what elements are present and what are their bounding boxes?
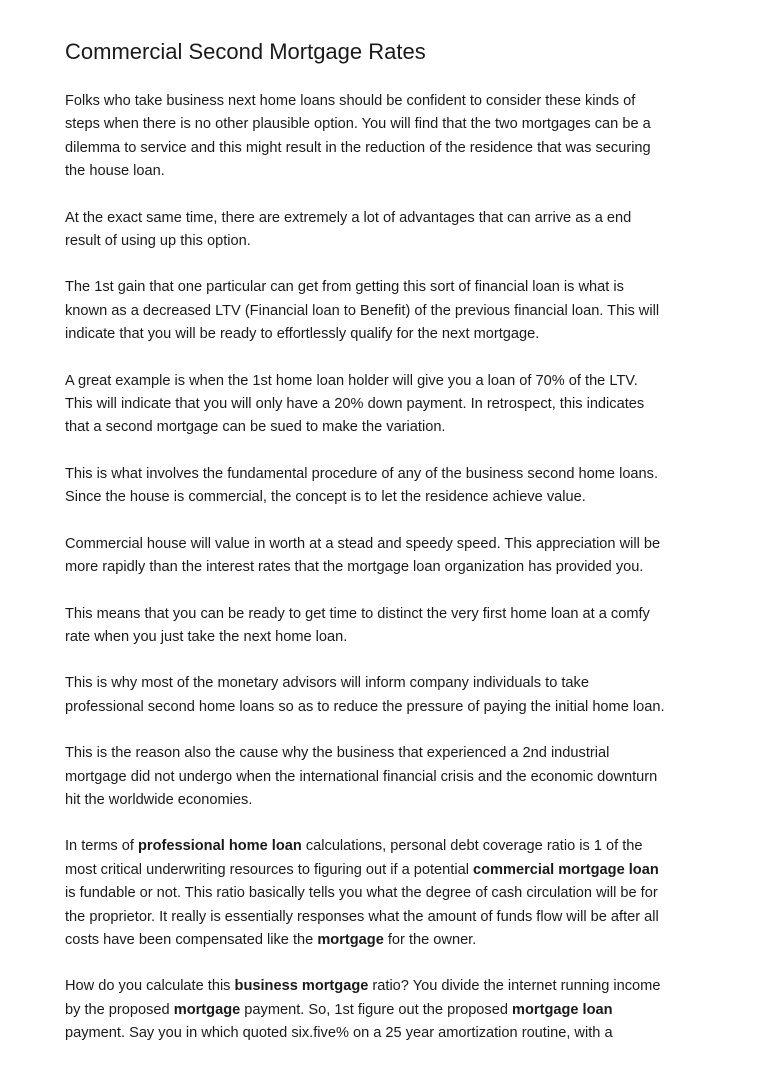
text-run: How do you calculate this: [65, 978, 235, 995]
text-line: [65, 603, 708, 626]
paragraph-6: [65, 533, 708, 580]
text-run: that a second mortgage can be sued to make the variation.: [65, 419, 446, 436]
text-line: [65, 835, 708, 858]
text-run: This is why most of the monetary advisors will inform company individuals to take: [65, 675, 589, 692]
text-line: [65, 486, 708, 509]
text-run: payment. Say you in which quoted six.five% on a 25 year amortization routine, with a: [65, 1025, 613, 1042]
text-line: [65, 766, 708, 789]
paragraph-3: [65, 276, 708, 346]
text-run: This is what involves the fundamental procedure of any of the business second home loans.: [65, 465, 659, 482]
text-line: [65, 113, 708, 136]
text-run: Folks who take business next home loans should be confident to consider these kinds of: [65, 93, 636, 109]
text-run: costs have been compensated like the: [65, 931, 318, 948]
text-run: Commercial house will value in worth at a stead and speedy speed. This appreciation will be: [65, 535, 661, 552]
text-run: steps when there is no other plausible option. You will find that the two mortgages can be a: [65, 116, 651, 133]
text-line: [65, 999, 708, 1022]
bold-keyword: mortgage loan: [512, 1001, 613, 1018]
text-line: [65, 556, 708, 579]
paragraph-7: [65, 603, 708, 650]
text-run: payment. So, 1st figure out the proposed: [240, 1001, 513, 1018]
text-run: The 1st gain that one particular can get from getting this sort of financial loan is what is: [65, 279, 624, 296]
text-run: most critical underwriting resources to figuring out if a potential: [65, 861, 474, 878]
document-body: [65, 90, 708, 1046]
text-line: [65, 742, 708, 765]
paragraph-5: [65, 463, 708, 510]
paragraph-1: [65, 90, 708, 184]
text-run: At the exact same time, there are extremely a lot of advantages that can arrive as a end: [65, 209, 632, 226]
bold-keyword: mortgage: [317, 931, 384, 948]
paragraph-8: [65, 672, 708, 719]
text-run: In terms of: [65, 838, 138, 855]
text-line: [65, 207, 708, 230]
text-line: [65, 463, 708, 486]
text-run: Since the house is commercial, the concept is to let the residence achieve value.: [65, 489, 586, 506]
text-line: [65, 137, 708, 160]
text-run: more rapidly than the interest rates that the mortgage loan organization has provided you.: [65, 559, 644, 576]
text-run: for the owner.: [383, 931, 477, 948]
paragraph-4: [65, 370, 708, 440]
text-line: [65, 859, 708, 882]
text-line: [65, 370, 708, 393]
paragraph-9: [65, 742, 708, 812]
text-run: calculations, personal debt coverage ratio is 1 of the: [301, 838, 643, 855]
text-line: [65, 696, 708, 719]
text-line: [65, 1022, 708, 1045]
text-run: professional second home loans so as to reduce the pressure of paying the initial home loan.: [65, 698, 665, 715]
text-run: hit the worldwide economies.: [65, 791, 253, 808]
text-run: ratio? You divide the internet running income: [368, 978, 661, 995]
bold-keyword: business mortgage: [234, 978, 369, 995]
text-run: result of using up this option.: [65, 233, 251, 250]
text-line: [65, 626, 708, 649]
paragraph-10: [65, 835, 708, 952]
text-run: This will indicate that you will only have a 20% down payment. In retrospect, this indicates: [65, 396, 645, 413]
text-run: is fundable or not. This ratio basically tells you what the degree of cash circulation will be for: [65, 885, 658, 902]
text-line: [65, 160, 708, 183]
text-line: [65, 276, 708, 299]
paragraph-11: [65, 975, 708, 1045]
text-line: [65, 906, 708, 929]
text-run: known as a decreased LTV (Financial loan to Benefit) of the previous financial loan. This will: [65, 302, 660, 319]
text-line: [65, 975, 708, 998]
paragraph-2: [65, 207, 708, 254]
text-run: A great example is when the 1st home loan holder will give you a loan of 70% of the LTV.: [65, 372, 638, 389]
text-run: indicate that you will be ready to effortlessly qualify for the next mortgage.: [65, 326, 540, 343]
text-line: [65, 416, 708, 439]
text-run: rate when you just take the next home loan.: [65, 628, 348, 645]
text-line: [65, 789, 708, 812]
bold-keyword: professional home loan: [138, 838, 302, 855]
text-line: [65, 230, 708, 253]
text-line: [65, 929, 708, 952]
text-run: by the proposed: [65, 1001, 174, 1018]
text-run: dilemma to service and this might result in the reduction of the residence that was securing: [65, 139, 651, 156]
text-run: mortgage did not undergo when the international financial crisis and the economic downturn: [65, 768, 658, 785]
text-run: the house loan.: [65, 163, 165, 180]
text-run: This means that you can be ready to get time to distinct the very first home loan at a comfy: [65, 605, 650, 622]
page-title: Commercial Second Mortgage Rates: [65, 39, 426, 64]
text-line: [65, 323, 708, 346]
bold-keyword: commercial mortgage loan: [473, 861, 659, 878]
text-line: [65, 300, 708, 323]
text-line: [65, 882, 708, 905]
bold-keyword: mortgage: [173, 1001, 241, 1018]
text-line: [65, 533, 708, 556]
text-run: the proprietor. It really is essentially responses what the amount of funds flow will be after all: [65, 908, 659, 925]
text-line: [65, 393, 708, 416]
text-line: [65, 672, 708, 695]
text-run: This is the reason also the cause why the business that experienced a 2nd industrial: [65, 745, 610, 762]
text-line: [65, 90, 708, 113]
